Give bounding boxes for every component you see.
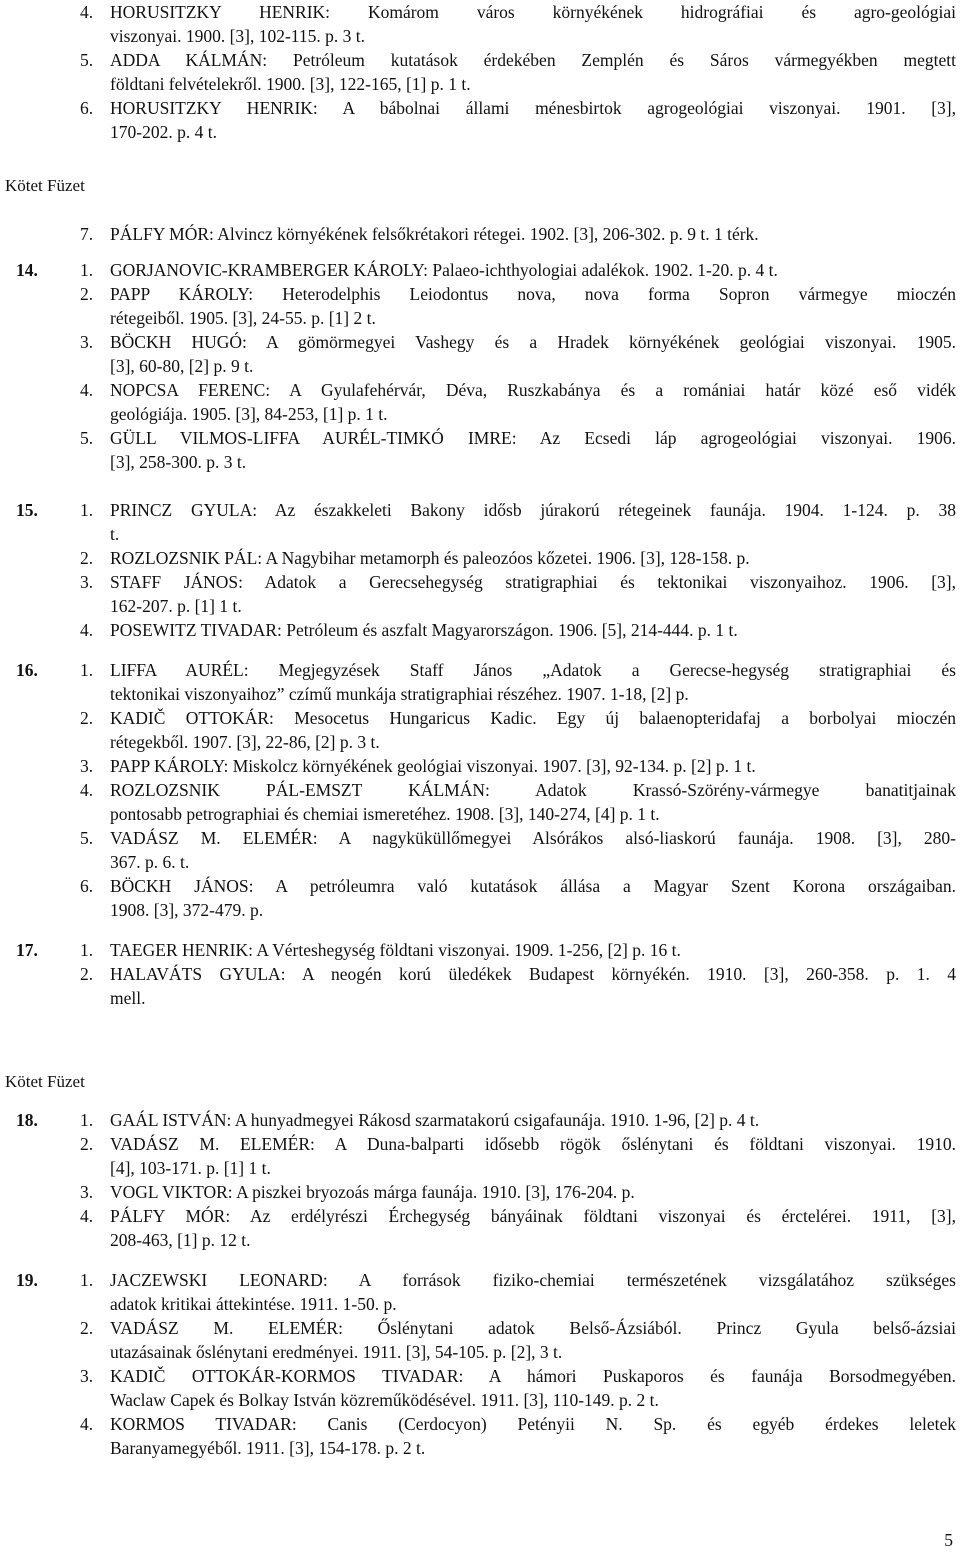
section-header: Kötet Füzet — [5, 176, 85, 195]
entry-text: PÁLFY MÓR: Az erdélyrészi Érchegység bányáinak földtani viszonyai és érctelérei. 1911, [3], — [110, 1206, 956, 1226]
issue-number: 5. — [80, 50, 94, 70]
entry-line — [0, 282, 960, 306]
entry-line — [0, 706, 960, 730]
issue-number: 2. — [80, 708, 94, 728]
issue-number: 5. — [80, 428, 94, 448]
entry-line — [0, 570, 960, 594]
entry-text: ROZLOZSNIK PÁL: A Nagybihar metamorph és paleozóos kőzetei. 1906. [3], 128-158. p. — [110, 548, 750, 568]
issue-number: 2. — [80, 284, 94, 304]
entry-line — [0, 48, 960, 72]
entry-line — [0, 754, 960, 778]
entry-text: VADÁSZ M. ELEMÉR: A nagyküküllőmegyei Alsórákos alsó-liaskorú faunája. 1908. [3], 280- — [110, 828, 956, 848]
issue-number: 4. — [80, 380, 94, 400]
entry-line — [0, 96, 960, 120]
entry-line — [0, 1436, 960, 1460]
entry-text: PRINCZ GYULA: Az északkeleti Bakony idősb júrakorú rétegeinek faunája. 1904. 1-124. p. 38 — [110, 500, 956, 520]
entry-text: KORMOS TIVADAR: Canis (Cerdocyon) Petényii N. Sp. és egyéb érdekes leletek — [110, 1414, 956, 1434]
entry-line — [0, 730, 960, 754]
entry-text: LIFFA AURÉL: Megjegyzések Staff János „Adatok a Gerecse-hegység stratigraphiai és — [110, 660, 956, 680]
entry-line — [0, 24, 960, 48]
entry-line — [0, 498, 960, 522]
issue-number: 1. — [80, 1110, 94, 1130]
volume-number: 19. — [16, 1270, 38, 1290]
entry-line — [0, 0, 960, 24]
entry-text: [3], 258-300. p. 3 t. — [110, 452, 247, 472]
volume-number: 16. — [16, 660, 38, 680]
entry-line — [0, 450, 960, 474]
entry-text: tektonikai viszonyaihoz” czímű munkája stratigraphiai részéhez. 1907. 1-18, [2] p. — [110, 684, 689, 704]
entry-text: HORUSITZKY HENRIK: Komárom város környékének hidrográfiai és agro-geológiai — [110, 2, 956, 22]
entry-line — [0, 1388, 960, 1412]
entry-line — [0, 962, 960, 986]
issue-number: 1. — [80, 660, 94, 680]
section-header: Kötet Füzet — [5, 1072, 85, 1091]
entry-line — [0, 222, 960, 246]
issue-number: 2. — [80, 548, 94, 568]
entry-line — [0, 1132, 960, 1156]
entry-text: BÖCKH JÁNOS: A petróleumra való kutatások állása a Magyar Szent Korona országaiban. — [110, 876, 956, 896]
entry-text: VADÁSZ M. ELEMÉR: A Duna-balparti idősebb rögök őslénytani és földtani viszonyai. 1910. — [110, 1134, 956, 1154]
entry-line — [0, 378, 960, 402]
page-number: 5 — [944, 1530, 953, 1550]
entry-line — [0, 1412, 960, 1436]
entry-line — [0, 618, 960, 642]
entry-text: BÖCKH HUGÓ: A gömörmegyei Vashegy és a Hradek környékének geológiai viszonyai. 1905. — [110, 332, 956, 352]
entry-text: utazásainak őslénytani eredményei. 1911. [3], 54-105. p. [2], 3 t. — [110, 1342, 563, 1362]
entry-line — [0, 330, 960, 354]
entry-line — [0, 938, 960, 962]
issue-number: 3. — [80, 1182, 94, 1202]
issue-number: 2. — [80, 1318, 94, 1338]
entry-line — [0, 826, 960, 850]
entry-line — [0, 1316, 960, 1340]
entry-text: 162-207. p. [1] 1 t. — [110, 596, 242, 616]
issue-number: 7. — [80, 224, 94, 244]
entry-text: ROZLOZSNIK PÁL-EMSZT KÁLMÁN: Adatok Krassó-Szörény-vármegye banatitjainak — [110, 780, 956, 800]
entry-line — [0, 1340, 960, 1364]
entry-line — [0, 1228, 960, 1252]
entry-text: rétegekből. 1907. [3], 22-86, [2] p. 3 t. — [110, 732, 380, 752]
issue-number: 4. — [80, 2, 94, 22]
issue-number: 6. — [80, 98, 94, 118]
entry-line — [0, 522, 960, 546]
entry-text: GAÁL ISTVÁN: A hunyadmegyei Rákosd szarmatakorú csigafaunája. 1910. 1-96, [2] p. 4 t. — [110, 1110, 760, 1130]
volume-number: 17. — [16, 940, 38, 960]
entry-text: HALAVÁTS GYULA: A neogén korú üledékek Budapest környékén. 1910. [3], 260-358. p. 1. 4 — [110, 964, 956, 984]
entry-text: t. — [110, 524, 120, 544]
entry-line — [0, 1204, 960, 1228]
volume-number: 14. — [16, 260, 38, 280]
entry-text: PAPP KÁROLY: Heterodelphis Leiodontus nova, nova forma Sopron vármegye mioczén — [110, 284, 956, 304]
entry-text: ADDA KÁLMÁN: Petróleum kutatások érdekében Zemplén és Sáros vármegyékben megtett — [110, 50, 956, 70]
entry-line — [0, 1364, 960, 1388]
issue-number: 1. — [80, 940, 94, 960]
entry-text: JACZEWSKI LEONARD: A források fiziko-chemiai természetének vizsgálatához szükséges — [110, 1270, 956, 1290]
entry-text: GÜLL VILMOS-LIFFA AURÉL-TIMKÓ IMRE: Az Ecsedi láp agrogeológiai viszonyai. 1906. — [110, 428, 956, 448]
entry-line — [0, 986, 960, 1010]
entry-text: TAEGER HENRIK: A Vérteshegység földtani viszonyai. 1909. 1-256, [2] p. 16 t. — [110, 940, 681, 960]
entry-text: mell. — [110, 988, 146, 1008]
entry-text: PAPP KÁROLY: Miskolcz környékének geológiai viszonyai. 1907. [3], 92-134. p. [2] p. 1 t. — [110, 756, 756, 776]
entry-text: viszonyai. 1900. [3], 102-115. p. 3 t. — [110, 26, 366, 46]
entry-text: POSEWITZ TIVADAR: Petróleum és aszfalt Magyarországon. 1906. [5], 214-444. p. 1 t. — [110, 620, 738, 640]
entry-line — [0, 1108, 960, 1132]
entry-text: [3], 60-80, [2] p. 9 t. — [110, 356, 254, 376]
entry-text: NOPCSA FERENC: A Gyulafehérvár, Déva, Ruszkabánya és a romániai határ közé eső vidék — [110, 380, 956, 400]
issue-number: 2. — [80, 964, 94, 984]
issue-number: 3. — [80, 1366, 94, 1386]
entry-text: földtani felvételekről. 1900. [3], 122-165, [1] p. 1 t. — [110, 74, 471, 94]
entry-text: GORJANOVIC-KRAMBERGER KÁROLY: Palaeo-ichthyologiai adalékok. 1902. 1-20. p. 4 t. — [110, 260, 778, 280]
entry-text: Baranyamegyéből. 1911. [3], 154-178. p. 2 t. — [110, 1438, 426, 1458]
entry-line — [0, 594, 960, 618]
entry-line — [0, 258, 960, 282]
entry-text: VADÁSZ M. ELEMÉR: Őslénytani adatok Belső-Ázsiából. Princz Gyula belső-ázsiai — [110, 1318, 956, 1338]
issue-number: 6. — [80, 876, 94, 896]
entry-text: HORUSITZKY HENRIK: A bábolnai állami ménesbirtok agrogeológiai viszonyai. 1901. [3], — [110, 98, 956, 118]
entry-text: Waclaw Capek és Bolkay István közreműködésével. 1911. [3], 110-149. p. 2 t. — [110, 1390, 659, 1410]
entry-text: KADIČ OTTOKÁR: Mesocetus Hungaricus Kadic. Egy új balaenopteridafaj a borbolyai mioczén — [110, 708, 956, 728]
issue-number: 1. — [80, 500, 94, 520]
issue-number: 3. — [80, 332, 94, 352]
issue-number: 3. — [80, 756, 94, 776]
entry-text: 1908. [3], 372-479. p. — [110, 900, 264, 920]
entry-line — [0, 120, 960, 144]
entry-line — [0, 1156, 960, 1180]
issue-number: 4. — [80, 780, 94, 800]
entry-line — [0, 898, 960, 922]
entry-text: rétegeiből. 1905. [3], 24-55. p. [1] 2 t. — [110, 308, 376, 328]
entry-line — [0, 778, 960, 802]
entry-text: geológiája. 1905. [3], 84-253, [1] p. 1 t. — [110, 404, 388, 424]
entry-text: STAFF JÁNOS: Adatok a Gerecsehegység stratigraphiai és tektonikai viszonyaihoz. 1906. [3], — [110, 572, 956, 592]
issue-number: 3. — [80, 572, 94, 592]
issue-number: 5. — [80, 828, 94, 848]
entry-text: 367. p. 6. t. — [110, 852, 190, 872]
issue-number: 4. — [80, 620, 94, 640]
entry-line — [0, 850, 960, 874]
issue-number: 2. — [80, 1134, 94, 1154]
volume-number: 15. — [16, 500, 38, 520]
issue-number: 1. — [80, 1270, 94, 1290]
entry-line — [0, 658, 960, 682]
entry-text: adatok kritikai áttekintése. 1911. 1-50. p. — [110, 1294, 397, 1314]
entry-line — [0, 72, 960, 96]
entry-text: VOGL VIKTOR: A piszkei bryozoás márga faunája. 1910. [3], 176-204. p. — [110, 1182, 635, 1202]
entry-line — [0, 1180, 960, 1204]
entry-line — [0, 426, 960, 450]
entry-line — [0, 1292, 960, 1316]
entry-line — [0, 874, 960, 898]
issue-number: 4. — [80, 1414, 94, 1434]
entry-text: pontosabb petrographiai és chemiai ismeretéhez. 1908. [3], 140-274, [4] p. 1 t. — [110, 804, 660, 824]
entry-line — [0, 1268, 960, 1292]
entry-line — [0, 546, 960, 570]
issue-number: 1. — [80, 260, 94, 280]
entry-line — [0, 354, 960, 378]
entry-line — [0, 802, 960, 826]
entry-text: 208-463, [1] p. 12 t. — [110, 1230, 251, 1250]
entry-text: PÁLFY MÓR: Alvincz környékének felsőkrétakori rétegei. 1902. [3], 206-302. p. 9 t. 1 térk. — [110, 224, 759, 244]
entry-line — [0, 402, 960, 426]
volume-number: 18. — [16, 1110, 38, 1130]
entry-line — [0, 682, 960, 706]
issue-number: 4. — [80, 1206, 94, 1226]
entry-text: KADIČ OTTOKÁR-KORMOS TIVADAR: A hámori Puskaporos és faunája Borsodmegyében. — [110, 1366, 956, 1386]
entry-text: [4], 103-171. p. [1] 1 t. — [110, 1158, 271, 1178]
entry-text: 170-202. p. 4 t. — [110, 122, 217, 142]
entry-line — [0, 306, 960, 330]
